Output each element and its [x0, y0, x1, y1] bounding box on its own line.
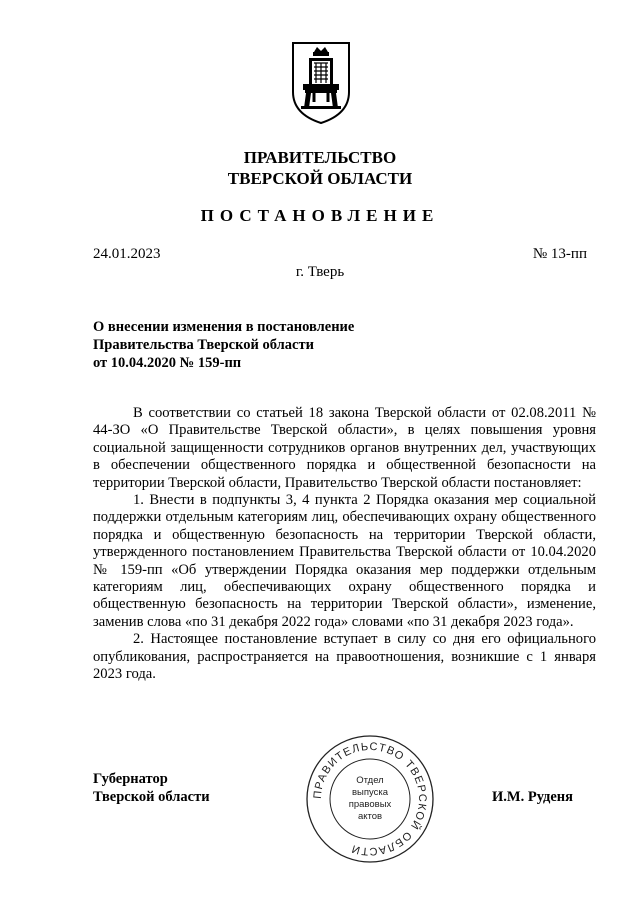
document-type: ПОСТАНОВЛЕНИЕ: [200, 206, 440, 225]
subject-line2: Правительства Тверской области: [93, 337, 314, 353]
stamp-center-line3: правовых: [348, 799, 392, 810]
subject-line3: от 10.04.2020 № 159-пп: [93, 355, 242, 371]
signatory-position: [93, 770, 210, 806]
stamp-ring-text: ПРАВИТЕЛЬСТВО ТВЕРСКОЙ ОБЛАСТИ: [311, 740, 429, 858]
document-body: [93, 405, 596, 684]
body-paragraph-item1: 1. Внести в подпункты 3, 4 пункта 2 Порядка оказания мер социальной поддержки отдельным категориям лиц, обеспечивающих охрану общественного порядка и общественную безопасность на территории Тверской области, утвержденного постановлением Правительства Тверской области от 10.04.2020 № 159-пп «Об утверждении Порядка оказания мер поддержки отдельным категориям лиц, обеспечивающих охрану общественного порядка и общественную безопасность на территории Тверской области», изменение, заменив слова «по 31 декабря 2022 года» словами «по 31 декабря 2023 года».: [93, 492, 596, 630]
stamp-center-line4: актов: [357, 811, 383, 822]
org-name-line1: ПРАВИТЕЛЬСТВО: [243, 148, 397, 167]
coat-of-arms-icon: [290, 40, 352, 126]
official-stamp: [304, 733, 436, 865]
body-paragraph-preamble: В соответствии со статьей 18 закона Тверской области от 02.08.2011 № 44-ЗО «О Правительстве Тверской области», в целях повышения уровня социальной защищенности сотрудников органов внутренних дел, участвующих в обеспечении общественного порядка и общественной безопасности на территории Тверской области, Правительство Тверской области постановляет:: [93, 405, 596, 491]
document-subject: [93, 318, 354, 372]
org-name-line2: ТВЕРСКОЙ ОБЛАСТИ: [227, 169, 413, 188]
document-date: 24.01.2023: [93, 246, 161, 262]
document-number: № 13-пп: [532, 246, 587, 262]
city: г. Тверь: [295, 264, 345, 280]
stamp-seal-icon: [304, 733, 436, 865]
signatory-position-line2: Тверской области: [93, 789, 210, 805]
stamp-center-line1: Отдел: [356, 775, 384, 786]
signatory-position-line1: Губернатор: [93, 771, 168, 787]
subject-line1: О внесении изменения в постановление: [93, 319, 355, 335]
body-paragraph-item2: 2. Настоящее постановление вступает в силу со дня его официального опубликования, распространяется на правоотношения, возникшие с 1 января 2023 года.: [93, 631, 596, 683]
signatory-name: И.М. Руденя: [492, 789, 574, 805]
stamp-center-line2: выпуска: [351, 787, 389, 798]
